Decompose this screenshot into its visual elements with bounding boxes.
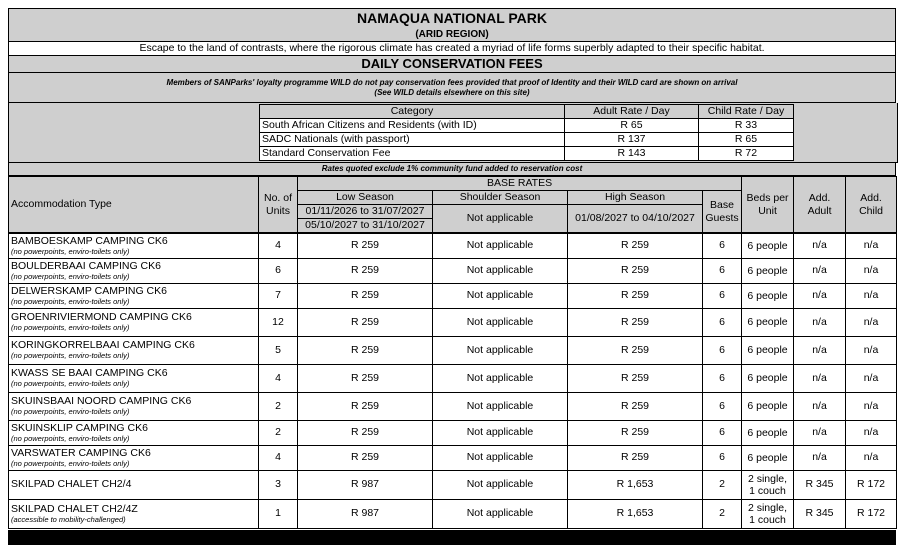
beds-line-1: 6 people [747,372,788,385]
accommodation-name-cell [9,337,259,365]
accommodation-name: DELWERSKAMP CAMPING CK6 [11,284,167,297]
accommodation-note: (no powerpoints, enviro-toilets only) [11,379,130,389]
accommodation-table [8,176,897,233]
low-rate-cell: R 259 [298,421,433,446]
beds-line-1: 2 single, [747,501,788,514]
add-adult-cell: n/a [794,393,846,421]
shoulder-season-dates: Not applicable [433,205,568,233]
fee-row [260,133,794,147]
fee-row [260,147,794,161]
table-row [9,471,897,500]
beds-cell [742,259,794,284]
add-adult-cell: n/a [794,234,846,259]
accommodation-name-cell [9,393,259,421]
units-header: No. of Units [259,177,298,233]
accommodation-name: SKILPAD CHALET CH2/4Z [11,502,138,515]
base-guests-cell: 6 [703,393,742,421]
accommodation-name: SKUINSBAAI NOORD CAMPING CK6 [11,395,192,408]
high-season-dates: 01/08/2027 to 04/10/2027 [568,205,703,233]
units-cell: 7 [259,284,298,309]
adult-rate-header: Adult Rate / Day [565,105,699,119]
add-child-cell: R 172 [846,471,897,500]
shoulder-rate-cell: Not applicable [433,393,568,421]
beds-cell [742,337,794,365]
low-season-dates [298,205,433,233]
beds-line-1: 6 people [747,400,788,413]
fee-category: Standard Conservation Fee [260,147,565,161]
high-season-header: High Season [568,191,703,205]
accommodation-name: SKUINSKLIP CAMPING CK6 [11,421,148,434]
rates-note-text: Rates quoted exclude 1% community fund added to reservation cost [321,163,583,173]
add-adult-cell: n/a [794,259,846,284]
accommodation-note: (no powerpoints, enviro-toilets only) [11,246,130,256]
beds-line-1: 6 people [747,426,788,439]
conservation-fees-table [259,104,794,161]
add-adult-cell: n/a [794,309,846,337]
accommodation-note: (no powerpoints, enviro-toilets only) [11,407,130,417]
beds-cell [742,421,794,446]
accommodation-name-cell [9,234,259,259]
high-rate-cell: R 259 [568,446,703,471]
beds-line-1: 6 people [747,264,788,277]
section-title: DAILY CONSERVATION FEES [9,56,896,73]
base-guests-cell: 6 [703,421,742,446]
add-child-cell: R 172 [846,500,897,529]
beds-line-1: 6 people [747,451,788,464]
add-child-cell: n/a [846,446,897,471]
accommodation-note: (no powerpoints, enviro-toilets only) [11,433,130,443]
accommodation-name: KORINGKORRELBAAI CAMPING CK6 [11,339,195,352]
high-rate-cell: R 259 [568,421,703,446]
beds-cell [742,284,794,309]
accommodation-name-cell [9,309,259,337]
fee-category: SADC Nationals (with passport) [260,133,565,147]
low-rate-cell: R 987 [298,471,433,500]
fee-child: R 72 [699,147,794,161]
beds-cell [742,471,794,500]
add-adult-cell: R 345 [794,471,846,500]
accommodation-name-cell [9,471,259,500]
add-child-cell: n/a [846,337,897,365]
low-rate-cell: R 987 [298,500,433,529]
table-row [9,337,897,365]
accommodation-note: (accessible to mobility-challenged) [11,514,126,524]
base-guests-cell: 6 [703,446,742,471]
low-season-header: Low Season [298,191,433,205]
low-rate-cell: R 259 [298,446,433,471]
category-header: Category [260,105,565,119]
accommodation-header-row [9,177,897,191]
add-adult-cell: R 345 [794,500,846,529]
shoulder-rate-cell: Not applicable [433,500,568,529]
table-row [9,500,897,529]
beds-line-1: 2 single, [747,472,788,485]
accommodation-name: BAMBOESKAMP CAMPING CK6 [11,234,168,247]
beds-line-1: 6 people [747,316,788,329]
add-child-header: Add. Child [846,177,897,233]
add-adult-cell: n/a [794,421,846,446]
park-tagline: Escape to the land of contrasts, where the rigorous climate has created a myriad of life forms superbly adapted to their specific habitat. [9,42,896,56]
page-title: NAMAQUA NATIONAL PARK [9,9,896,30]
high-rate-cell: R 259 [568,234,703,259]
beds-cell [742,446,794,471]
add-adult-header: Add. Adult [794,177,846,233]
units-cell: 1 [259,500,298,529]
base-guests-cell: 6 [703,309,742,337]
base-guests-cell: 6 [703,337,742,365]
base-guests-cell: 6 [703,234,742,259]
shoulder-rate-cell: Not applicable [433,309,568,337]
low-dates-2: 05/10/2027 to 31/10/2027 [305,219,425,231]
rates-note [8,163,896,176]
high-rate-cell: R 259 [568,393,703,421]
high-rate-cell: R 1,653 [568,471,703,500]
table-row [9,393,897,421]
add-adult-cell: n/a [794,446,846,471]
accommodation-note: (no powerpoints, enviro-toilets only) [11,323,130,333]
beds-line-2: 1 couch [749,485,786,497]
child-rate-header: Child Rate / Day [699,105,794,119]
conservation-fees-panel [8,103,898,163]
base-rates-header: BASE RATES [298,177,742,191]
wild-note-line2: (See WILD details elsewhere on this site) [374,87,530,97]
accommodation-note: (no powerpoints, enviro-toilets only) [11,271,130,281]
accommodation-name: SKILPAD CHALET CH2/4 [11,478,132,491]
beds-line-1: 6 people [747,239,788,252]
units-cell: 3 [259,471,298,500]
low-rate-cell: R 259 [298,337,433,365]
beds-cell [742,365,794,393]
accommodation-name-cell [9,446,259,471]
fee-child: R 33 [699,119,794,133]
add-child-cell: n/a [846,421,897,446]
shoulder-rate-cell: Not applicable [433,284,568,309]
table-row [9,234,897,259]
add-child-cell: n/a [846,234,897,259]
shoulder-rate-cell: Not applicable [433,446,568,471]
units-cell: 4 [259,234,298,259]
accommodation-note: (no powerpoints, enviro-toilets only) [11,296,130,306]
wild-note [9,73,896,103]
beds-line-2: 1 couch [749,514,786,526]
high-rate-cell: R 259 [568,337,703,365]
add-child-cell: n/a [846,393,897,421]
units-cell: 2 [259,421,298,446]
add-adult-cell: n/a [794,365,846,393]
table-row [9,446,897,471]
base-guests-cell: 2 [703,471,742,500]
beds-cell [742,309,794,337]
low-rate-cell: R 259 [298,309,433,337]
base-guests-cell: 6 [703,365,742,393]
high-rate-cell: R 259 [568,259,703,284]
accommodation-name-cell [9,284,259,309]
low-rate-cell: R 259 [298,234,433,259]
add-adult-cell: n/a [794,284,846,309]
table-row [9,421,897,446]
beds-line-1: 6 people [747,344,788,357]
accommodation-type-header: Accommodation Type [9,177,259,233]
units-cell: 4 [259,365,298,393]
beds-header: Beds per Unit [742,177,794,233]
high-rate-cell: R 259 [568,365,703,393]
low-rate-cell: R 259 [298,393,433,421]
add-child-cell: n/a [846,284,897,309]
table-row [9,284,897,309]
accommodation-body [8,233,897,529]
units-cell: 4 [259,446,298,471]
accommodation-name: BOULDERBAAI CAMPING CK6 [11,259,161,272]
accommodation-note: (no powerpoints, enviro-toilets only) [11,351,130,361]
add-child-cell: n/a [846,309,897,337]
beds-cell [742,500,794,529]
accommodation-name: GROENRIVIERMOND CAMPING CK6 [11,311,192,324]
beds-line-1: 6 people [747,289,788,302]
high-rate-cell: R 259 [568,309,703,337]
accommodation-name-cell [9,421,259,446]
units-cell: 6 [259,259,298,284]
base-guests-cell: 6 [703,259,742,284]
add-child-cell: n/a [846,259,897,284]
fee-category: South African Citizens and Residents (with ID) [260,119,565,133]
shoulder-season-header: Shoulder Season [433,191,568,205]
shoulder-rate-cell: Not applicable [433,337,568,365]
table-row [9,259,897,284]
table-row [9,365,897,393]
conservation-fees-header [260,105,794,119]
shoulder-rate-cell: Not applicable [433,365,568,393]
low-rate-cell: R 259 [298,365,433,393]
shoulder-rate-cell: Not applicable [433,471,568,500]
base-guests-header: Base Guests [703,191,742,233]
fee-adult: R 137 [565,133,699,147]
add-child-cell: n/a [846,365,897,393]
accommodation-name-cell [9,500,259,529]
table-row [9,309,897,337]
units-cell: 2 [259,393,298,421]
add-adult-cell: n/a [794,337,846,365]
high-rate-cell: R 259 [568,284,703,309]
high-rate-cell: R 1,653 [568,500,703,529]
accommodation-name-cell [9,259,259,284]
fee-adult: R 65 [565,119,699,133]
beds-cell [742,234,794,259]
units-cell: 5 [259,337,298,365]
accommodation-name: KWASS SE BAAI CAMPING CK6 [11,367,168,380]
beds-cell [742,393,794,421]
fee-adult: R 143 [565,147,699,161]
shoulder-rate-cell: Not applicable [433,421,568,446]
bottom-bar [8,530,896,545]
fee-row [260,119,794,133]
accommodation-name-cell [9,365,259,393]
accommodation-note: (no powerpoints, enviro-toilets only) [11,458,130,468]
units-cell: 12 [259,309,298,337]
wild-note-line1: Members of SANParks' loyalty programme WILD do not pay conservation fees provided that proof of Identity and their WILD card are shown on arrival [166,77,738,87]
base-guests-cell: 2 [703,500,742,529]
low-dates-1: 01/11/2026 to 31/07/2027 [298,205,432,219]
base-guests-cell: 6 [703,284,742,309]
fees-document [8,8,896,529]
low-rate-cell: R 259 [298,259,433,284]
shoulder-rate-cell: Not applicable [433,234,568,259]
low-rate-cell: R 259 [298,284,433,309]
shoulder-rate-cell: Not applicable [433,259,568,284]
accommodation-name: VARSWATER CAMPING CK6 [11,446,151,459]
page-subtitle: (ARID REGION) [9,29,896,42]
park-header [8,8,896,103]
fee-child: R 65 [699,133,794,147]
